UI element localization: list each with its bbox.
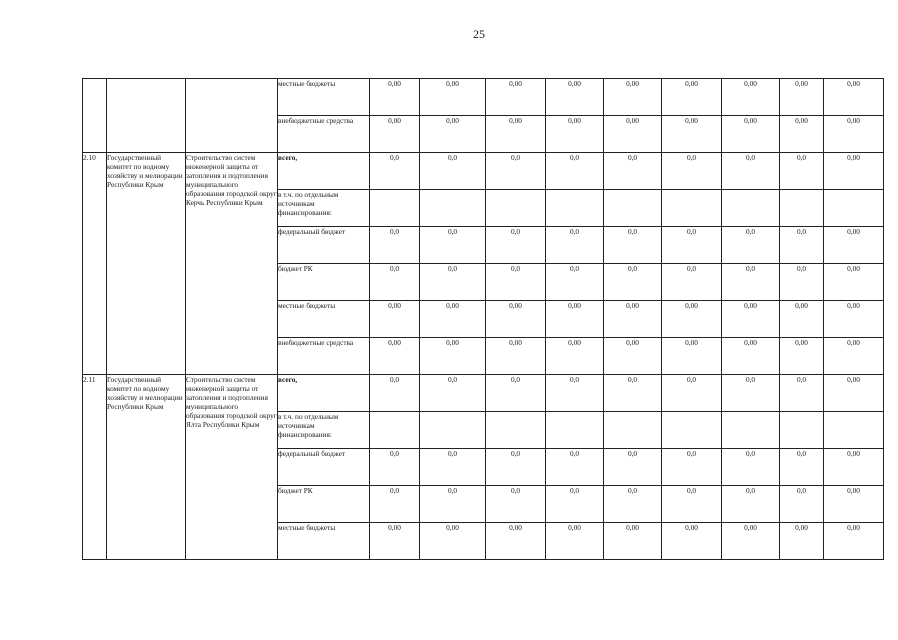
amount-cell: 0,00 — [824, 338, 884, 375]
amount-cell — [722, 190, 780, 227]
amount-cell: 0,00 — [604, 523, 662, 560]
funding-source-cell: в т.ч. по отдельным источникам финансирования: — [278, 190, 370, 227]
amount-cell: 0,0 — [662, 449, 722, 486]
amount-cell — [370, 190, 420, 227]
amount-cell: 0,0 — [722, 153, 780, 190]
amount-cell: 0,0 — [780, 227, 824, 264]
amount-cell — [662, 190, 722, 227]
amount-cell: 0,0 — [420, 227, 486, 264]
amount-cell: 0,0 — [420, 449, 486, 486]
amount-cell: 0,00 — [370, 338, 420, 375]
amount-cell: 0,00 — [824, 301, 884, 338]
amount-cell: 0,00 — [662, 301, 722, 338]
amount-cell: 0,0 — [604, 486, 662, 523]
amount-cell: 0,0 — [486, 264, 546, 301]
amount-cell: 0,0 — [604, 153, 662, 190]
amount-cell: 0,0 — [370, 486, 420, 523]
funding-source-cell: бюджет РК — [278, 264, 370, 301]
amount-cell: 0,0 — [370, 375, 420, 412]
amount-cell: 0,00 — [486, 79, 546, 116]
amount-cell: 0,00 — [662, 523, 722, 560]
amount-cell: 0,0 — [780, 375, 824, 412]
funding-source-cell: внебюджетные средства — [278, 338, 370, 375]
amount-cell: 0,00 — [824, 227, 884, 264]
executor-name: Государственный комитет по водному хозяйству и мелиорации Республики Крым — [107, 375, 186, 560]
amount-cell: 0,0 — [780, 449, 824, 486]
amount-cell — [780, 412, 824, 449]
amount-cell: 0,00 — [370, 523, 420, 560]
amount-cell: 0,00 — [546, 301, 604, 338]
amount-cell: 0,00 — [824, 264, 884, 301]
amount-cell: 0,00 — [662, 338, 722, 375]
amount-cell — [604, 412, 662, 449]
amount-cell: 0,00 — [604, 301, 662, 338]
amount-cell: 0,0 — [780, 486, 824, 523]
amount-cell: 0,00 — [824, 375, 884, 412]
amount-cell — [546, 190, 604, 227]
budget-table — [82, 78, 884, 560]
amount-cell: 0,0 — [546, 375, 604, 412]
amount-cell: 0,00 — [824, 523, 884, 560]
amount-cell: 0,0 — [486, 227, 546, 264]
amount-cell: 0,00 — [370, 79, 420, 116]
amount-cell: 0,00 — [722, 79, 780, 116]
amount-cell: 0,0 — [662, 227, 722, 264]
amount-cell: 0,0 — [546, 227, 604, 264]
amount-cell — [420, 190, 486, 227]
amount-cell: 0,0 — [546, 153, 604, 190]
amount-cell: 0,00 — [546, 338, 604, 375]
amount-cell: 0,00 — [604, 116, 662, 153]
measure-description: Строительство систем инженерной защиты от затопления и подтопления муниципального образования городской округ Ялта Республики Крым — [186, 375, 278, 560]
amount-cell: 0,0 — [420, 375, 486, 412]
amount-cell: 0,00 — [546, 523, 604, 560]
amount-cell: 0,00 — [824, 116, 884, 153]
amount-cell: 0,00 — [780, 79, 824, 116]
page-number: 25 — [473, 27, 485, 41]
amount-cell: 0,0 — [486, 449, 546, 486]
measure-cell — [186, 79, 278, 153]
amount-cell: 0,0 — [370, 227, 420, 264]
amount-cell — [824, 412, 884, 449]
amount-cell: 0,00 — [420, 523, 486, 560]
amount-cell: 0,00 — [420, 338, 486, 375]
amount-cell: 0,00 — [780, 338, 824, 375]
amount-cell: 0,0 — [420, 486, 486, 523]
amount-cell: 0,0 — [662, 264, 722, 301]
amount-cell — [824, 190, 884, 227]
amount-cell: 0,0 — [546, 264, 604, 301]
amount-cell: 0,00 — [486, 338, 546, 375]
amount-cell: 0,00 — [824, 486, 884, 523]
amount-cell: 0,0 — [420, 264, 486, 301]
amount-cell: 0,00 — [604, 338, 662, 375]
amount-cell: 0,0 — [370, 153, 420, 190]
amount-cell: 0,00 — [370, 116, 420, 153]
amount-cell: 0,00 — [780, 523, 824, 560]
amount-cell: 0,00 — [662, 116, 722, 153]
funding-source-cell: федеральный бюджет — [278, 449, 370, 486]
amount-cell: 0,0 — [722, 486, 780, 523]
amount-cell: 0,00 — [662, 79, 722, 116]
amount-cell: 0,00 — [546, 79, 604, 116]
funding-source-cell: внебюджетные средства — [278, 116, 370, 153]
amount-cell: 0,0 — [662, 153, 722, 190]
amount-cell — [722, 412, 780, 449]
funding-source-cell: местные бюджеты — [278, 79, 370, 116]
funding-source-cell: местные бюджеты — [278, 301, 370, 338]
amount-cell: 0,00 — [824, 449, 884, 486]
amount-cell: 0,00 — [420, 301, 486, 338]
amount-cell: 0,00 — [546, 116, 604, 153]
measure-description: Строительство систем инженерной защиты от затопления и подтопления муниципального образования городской округ Керчь Республики Крым — [186, 153, 278, 375]
table-row — [83, 153, 884, 190]
amount-cell: 0,00 — [722, 523, 780, 560]
amount-cell: 0,0 — [486, 153, 546, 190]
amount-cell: 0,0 — [662, 486, 722, 523]
amount-cell: 0,0 — [370, 264, 420, 301]
table-row — [83, 79, 884, 116]
amount-cell: 0,00 — [780, 301, 824, 338]
amount-cell: 0,0 — [604, 264, 662, 301]
amount-cell: 0,0 — [722, 375, 780, 412]
funding-source-cell: всего, — [278, 375, 370, 412]
amount-cell: 0,0 — [604, 227, 662, 264]
amount-cell: 0,00 — [420, 116, 486, 153]
amount-cell: 0,0 — [486, 375, 546, 412]
amount-cell: 0,00 — [722, 301, 780, 338]
amount-cell: 0,0 — [722, 264, 780, 301]
amount-cell: 0,0 — [546, 486, 604, 523]
amount-cell: 0,00 — [486, 301, 546, 338]
amount-cell: 0,00 — [722, 116, 780, 153]
section-index: 2.11 — [83, 375, 107, 560]
amount-cell: 0,0 — [370, 449, 420, 486]
funding-source-cell: бюджет РК — [278, 486, 370, 523]
amount-cell — [604, 190, 662, 227]
amount-cell: 0,0 — [722, 449, 780, 486]
amount-cell: 0,00 — [824, 79, 884, 116]
table-row — [83, 375, 884, 412]
funding-source-cell: местные бюджеты — [278, 523, 370, 560]
amount-cell — [420, 412, 486, 449]
amount-cell: 0,0 — [486, 486, 546, 523]
amount-cell: 0,00 — [486, 523, 546, 560]
amount-cell: 0,0 — [780, 153, 824, 190]
amount-cell: 0,00 — [370, 301, 420, 338]
amount-cell — [486, 190, 546, 227]
amount-cell: 0,00 — [486, 116, 546, 153]
amount-cell: 0,0 — [604, 375, 662, 412]
amount-cell: 0,00 — [604, 79, 662, 116]
section-index: 2.10 — [83, 153, 107, 375]
funding-source-cell: федеральный бюджет — [278, 227, 370, 264]
amount-cell: 0,00 — [780, 116, 824, 153]
amount-cell: 0,0 — [722, 227, 780, 264]
amount-cell: 0,0 — [420, 153, 486, 190]
amount-cell: 0,00 — [722, 338, 780, 375]
amount-cell — [486, 412, 546, 449]
amount-cell: 0,0 — [546, 449, 604, 486]
index-cell — [83, 79, 107, 153]
amount-cell — [662, 412, 722, 449]
amount-cell — [370, 412, 420, 449]
amount-cell: 0,0 — [780, 264, 824, 301]
executor-name: Государственный комитет по водному хозяйству и мелиорации Республики Крым — [107, 153, 186, 375]
amount-cell: 0,0 — [662, 375, 722, 412]
amount-cell: 0,00 — [824, 153, 884, 190]
table-body — [83, 79, 884, 560]
executor-cell — [107, 79, 186, 153]
amount-cell: 0,00 — [420, 79, 486, 116]
funding-source-cell: всего, — [278, 153, 370, 190]
amount-cell: 0,0 — [604, 449, 662, 486]
amount-cell — [780, 190, 824, 227]
amount-cell — [546, 412, 604, 449]
funding-source-cell: в т.ч. по отдельным источникам финансирования: — [278, 412, 370, 449]
